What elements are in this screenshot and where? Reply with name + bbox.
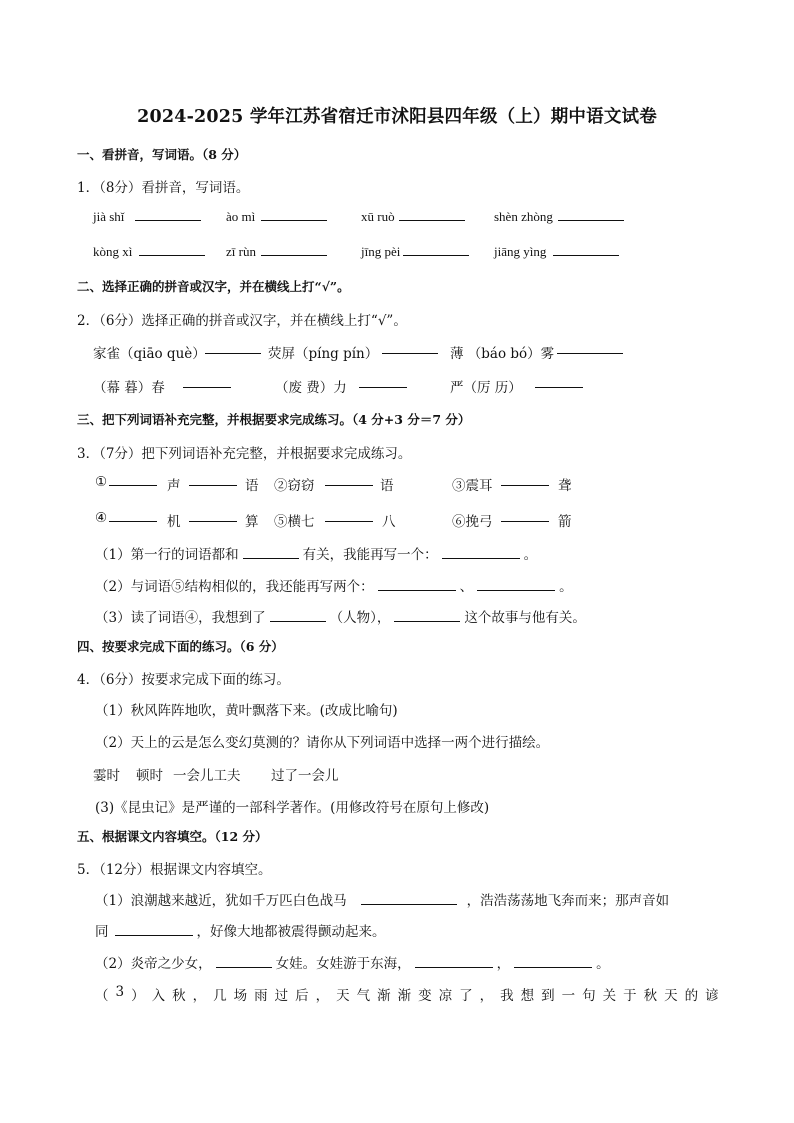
char: 的: [684, 988, 699, 1004]
pinyin-item: shèn zhòng: [494, 209, 553, 224]
answer-blank[interactable]: [135, 219, 201, 221]
idiom-part: ②窃窃: [274, 478, 315, 494]
char: 到: [541, 988, 555, 1004]
sub-question-5-1: [95, 889, 669, 909]
char: 过: [274, 988, 289, 1004]
idiom-part: 算: [245, 514, 259, 530]
sub-text: 同: [95, 924, 109, 940]
sub-text: ，: [496, 956, 511, 972]
sub-text: （1）第一行的词语都和: [95, 547, 239, 563]
sub-text: ，好像大地都被震得颤动起来。: [196, 924, 386, 940]
char: （: [95, 988, 109, 1004]
idiom-part: ①: [95, 474, 108, 490]
char: 几: [213, 988, 227, 1004]
answer-blank[interactable]: [189, 484, 237, 486]
answer-blank[interactable]: [557, 352, 623, 354]
sub-text: 。: [596, 956, 610, 972]
answer-blank[interactable]: [399, 219, 465, 221]
idiom-part: ⑤横七: [274, 514, 315, 530]
sub-text: ，浩浩荡荡地飞奔而来；那声音如: [466, 893, 670, 909]
char: 变: [418, 988, 432, 1004]
idiom-part: 聋: [558, 478, 572, 494]
char: 气: [356, 988, 371, 1004]
answer-blank[interactable]: [261, 219, 327, 221]
question-1: 1．（8分）看拼音，写词语。: [77, 180, 250, 196]
char: 秋: [643, 988, 658, 1004]
sub-text: （2）与词语⑤结构相似的，我还能再写两个：: [95, 579, 374, 595]
idiom-part: 语: [245, 478, 259, 494]
answer-blank[interactable]: [415, 966, 493, 968]
sub-text: （1）浪潮越来越近，犹如千万匹白色战马: [95, 893, 347, 909]
choice-item: 严（厉 历）: [450, 380, 522, 396]
word-item: 霎时: [93, 768, 120, 784]
answer-blank[interactable]: [558, 219, 624, 221]
answer-blank[interactable]: [378, 589, 456, 591]
char: 场: [233, 988, 248, 1004]
sub-question-5-3: [95, 984, 719, 1004]
answer-blank[interactable]: [109, 520, 157, 522]
sub-text: 有关，我能再写一个：: [302, 547, 438, 563]
choice-item: （废 费）力: [275, 380, 347, 396]
idiom-part: 机: [167, 514, 181, 530]
answer-blank[interactable]: [325, 520, 373, 522]
char: 凉: [438, 988, 453, 1004]
char: ）: [131, 988, 145, 1004]
char: 于: [623, 988, 637, 1004]
word-item: 过了一会儿: [271, 768, 339, 784]
choice-item: （幕 暮）春: [93, 380, 165, 396]
choice-item: 荧屏（píng pín）: [268, 346, 379, 362]
char: 雨: [254, 988, 268, 1004]
section-heading-4: 四、按要求完成下面的练习。（6 分）: [77, 639, 284, 654]
section-heading-5: 五、根据课文内容填空。（12 分）: [77, 829, 268, 844]
idiom-part: ③震耳: [452, 478, 493, 494]
word-item: 顿时: [136, 768, 163, 784]
answer-blank[interactable]: [535, 386, 583, 388]
word-item: 一会儿工夫: [173, 768, 241, 784]
answer-blank[interactable]: [216, 966, 272, 968]
sub-text: （3）读了词语④，我想到了: [95, 610, 266, 626]
choice-item: 家雀（qiāo què）: [93, 346, 206, 362]
char: 我: [500, 988, 514, 1004]
answer-blank[interactable]: [189, 520, 237, 522]
char: ，: [192, 988, 207, 1004]
char: 关: [602, 988, 617, 1004]
idiom-part: 语: [380, 478, 394, 494]
idiom-part: 八: [382, 514, 396, 530]
pinyin-item: jià shǐ: [93, 209, 125, 224]
answer-blank[interactable]: [394, 620, 460, 622]
answer-blank[interactable]: [205, 352, 261, 354]
choice-item: 薄 （báo bó）雾: [450, 346, 555, 362]
answer-blank[interactable]: [553, 254, 619, 256]
char: 后: [295, 988, 309, 1004]
char: 渐: [397, 988, 412, 1004]
answer-blank[interactable]: [477, 589, 555, 591]
char: 了: [459, 988, 473, 1004]
idiom-part: ⑥挽弓: [452, 514, 493, 530]
idiom-part: 箭: [558, 514, 572, 530]
char: 一: [561, 988, 576, 1004]
char: 秋: [172, 988, 186, 1004]
char: 天: [336, 988, 350, 1004]
answer-blank[interactable]: [261, 254, 327, 256]
question-4: 4．（6分）按要求完成下面的练习。: [77, 672, 290, 688]
idiom-part: 声: [167, 478, 181, 494]
sub-question-4-2: （2）天上的云是怎么变幻莫测的？请你从下列词语中选择一两个进行描绘。: [95, 735, 550, 751]
sub-text: 。: [559, 579, 573, 595]
sub-question-3-3: [95, 606, 586, 626]
question-2: 2．（6分）选择正确的拼音或汉字，并在横线上打“√”。: [77, 313, 407, 329]
answer-blank[interactable]: [359, 386, 407, 388]
answer-blank[interactable]: [382, 352, 438, 354]
answer-blank[interactable]: [403, 254, 469, 256]
sub-question-4-3: (3)《昆虫记》是严谨的一部科学著作。(用修改符号在原句上修改): [95, 800, 490, 816]
char: 入: [151, 988, 166, 1004]
sub-text: 。: [523, 547, 538, 563]
answer-blank[interactable]: [325, 484, 373, 486]
answer-blank[interactable]: [183, 386, 231, 388]
question-3: 3．（7分）把下列词语补充完整，并根据要求完成练习。: [77, 446, 412, 462]
section-heading-3: 三、把下列词语补充完整，并根据要求完成练习。（4 分+3 分＝7 分）: [77, 412, 471, 427]
sub-question-4-1: （1）秋风阵阵地吹，黄叶飘落下来。(改成比喻句): [95, 703, 398, 719]
pinyin-item: jiāng yìng: [494, 244, 547, 259]
pinyin-item: zī rùn: [226, 244, 256, 259]
sub-question-3-2: [95, 575, 573, 595]
char: 句: [582, 988, 596, 1004]
sub-text: （2）炎帝之少女，: [95, 956, 212, 972]
sub-question-3-1: [95, 543, 537, 563]
answer-blank[interactable]: [109, 484, 157, 486]
sub-text: 这个故事与他有关。: [464, 610, 586, 626]
char: 谚: [705, 988, 719, 1004]
answer-blank[interactable]: [361, 903, 457, 905]
char: 想: [520, 988, 535, 1004]
question-5: 5．（12分）根据课文内容填空。: [77, 862, 272, 878]
char: 3: [115, 984, 125, 1000]
sub-question-5-2: [95, 952, 610, 972]
section-heading-1: 一、看拼音，写词语。（8 分）: [77, 147, 247, 162]
char: 天: [664, 988, 678, 1004]
sub-text: 女娃。女娃游于东海，: [275, 956, 411, 972]
pinyin-item: kòng xì: [93, 244, 133, 259]
page-title: 2024-2025 学年江苏省宿迁市沭阳县四年级（上）期中语文试卷: [137, 107, 657, 127]
idiom-part: ④: [95, 510, 108, 526]
section-heading-2: 二、选择正确的拼音或汉字，并在横线上打“√”。: [77, 279, 350, 294]
answer-blank[interactable]: [501, 520, 549, 522]
char: ，: [315, 988, 330, 1004]
sub-question-5-1-cont: [95, 920, 386, 940]
sub-text: 、: [459, 579, 474, 595]
answer-blank[interactable]: [243, 557, 299, 559]
answer-blank[interactable]: [139, 254, 205, 256]
char: ，: [479, 988, 494, 1004]
pinyin-item: xū ruò: [361, 209, 395, 224]
answer-blank[interactable]: [270, 620, 326, 622]
pinyin-item: jīng pèi: [361, 244, 401, 259]
answer-blank[interactable]: [115, 934, 193, 936]
answer-blank[interactable]: [501, 484, 549, 486]
sub-text: （人物），: [329, 610, 391, 626]
pinyin-item: ào mì: [226, 209, 256, 224]
answer-blank[interactable]: [442, 557, 520, 559]
char: 渐: [377, 988, 391, 1004]
answer-blank[interactable]: [514, 966, 592, 968]
